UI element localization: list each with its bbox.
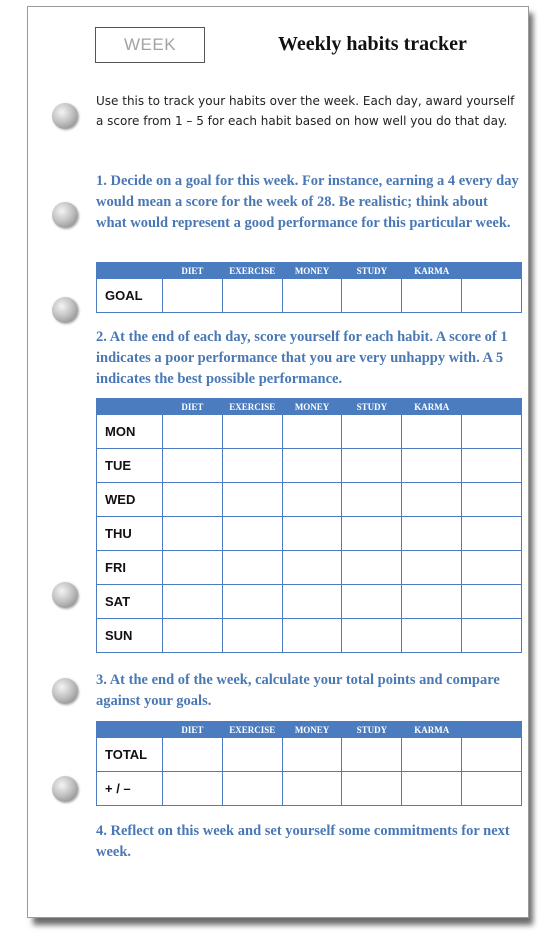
week-field[interactable]: WEEK [95, 27, 205, 63]
score-cell[interactable] [222, 551, 282, 585]
score-cell[interactable] [222, 772, 282, 806]
score-cell[interactable] [342, 483, 402, 517]
row-label-sun: SUN [97, 619, 163, 653]
header-cell-money: MONEY [282, 399, 342, 415]
score-cell[interactable] [462, 415, 522, 449]
row-label-sat: SAT [97, 585, 163, 619]
header-cell-study: STUDY [342, 399, 402, 415]
binder-hole [52, 678, 78, 704]
step-1-text: 1. Decide on a goal for this week. For instance, earning a 4 every day would mean a score for the week of 28. Be realistic; think about what would represent a good performance for this particular week. [96, 173, 519, 231]
row-label-fri: FRI [97, 551, 163, 585]
table-row [97, 449, 522, 483]
score-cell[interactable] [222, 738, 282, 772]
row-label-mon: MON [97, 415, 163, 449]
row-label-goal: GOAL [97, 279, 163, 313]
score-cell[interactable] [462, 517, 522, 551]
score-cell[interactable] [342, 279, 402, 313]
header-cell-money: MONEY [282, 263, 342, 279]
table-row [97, 415, 522, 449]
header-cell-study: STUDY [342, 722, 402, 738]
header-cell-diet: DIET [163, 399, 223, 415]
score-cell[interactable] [163, 619, 223, 653]
score-cell[interactable] [163, 738, 223, 772]
planner-page [27, 6, 529, 918]
header-cell-karma: KARMA [402, 399, 462, 415]
daily-table-header [97, 399, 522, 415]
score-cell[interactable] [282, 738, 342, 772]
intro-text: Use this to track your habits over the week. Each day, award yourself a score from 1 – 5 for each habit based on how well you do that day. [96, 94, 515, 128]
score-cell[interactable] [402, 772, 462, 806]
header-cell-study: STUDY [342, 263, 402, 279]
step-2-text: 2. At the end of each day, score yourself for each habit. A score of 1 indicates a poor performance that you are very unhappy with. A 5 indicates the best possible performance. [96, 329, 508, 387]
score-cell[interactable] [462, 772, 522, 806]
goal-table-header [97, 263, 522, 279]
score-cell[interactable] [163, 772, 223, 806]
row-label-tue: TUE [97, 449, 163, 483]
score-cell[interactable] [222, 483, 282, 517]
score-cell[interactable] [462, 585, 522, 619]
score-cell[interactable] [342, 449, 402, 483]
header-cell-blank [462, 263, 522, 279]
score-cell[interactable] [163, 517, 223, 551]
score-cell[interactable] [402, 449, 462, 483]
score-cell[interactable] [462, 738, 522, 772]
row-label-wed: WED [97, 483, 163, 517]
step-4-text: 4. Reflect on this week and set yourself some commitments for next week. [96, 823, 510, 860]
score-cell[interactable] [282, 279, 342, 313]
binder-hole [52, 776, 78, 802]
header-cell-diet: DIET [163, 722, 223, 738]
score-cell[interactable] [222, 517, 282, 551]
score-cell[interactable] [163, 415, 223, 449]
score-cell[interactable] [282, 619, 342, 653]
row-label-total: TOTAL [97, 738, 163, 772]
score-cell[interactable] [402, 517, 462, 551]
step-3-text: 3. At the end of the week, calculate your total points and compare against your goals. [96, 672, 500, 709]
header-cell-exercise: EXERCISE [222, 399, 282, 415]
score-cell[interactable] [462, 619, 522, 653]
score-cell[interactable] [462, 551, 522, 585]
total-table [96, 721, 522, 806]
score-cell[interactable] [342, 415, 402, 449]
header-cell-karma: KARMA [402, 263, 462, 279]
score-cell[interactable] [163, 483, 223, 517]
table-row [97, 619, 522, 653]
score-cell[interactable] [282, 483, 342, 517]
header-cell-money: MONEY [282, 722, 342, 738]
header-cell-blank [97, 722, 163, 738]
score-cell[interactable] [402, 415, 462, 449]
header-cell-blank [97, 263, 163, 279]
score-cell[interactable] [222, 585, 282, 619]
score-cell[interactable] [402, 738, 462, 772]
binder-hole [52, 297, 78, 323]
score-cell[interactable] [222, 619, 282, 653]
daily-table [96, 398, 522, 653]
total-table-header [97, 722, 522, 738]
score-cell[interactable] [342, 772, 402, 806]
score-cell[interactable] [402, 619, 462, 653]
header-cell-exercise: EXERCISE [222, 722, 282, 738]
table-row [97, 279, 522, 313]
score-cell[interactable] [282, 415, 342, 449]
table-row [97, 551, 522, 585]
table-row [97, 517, 522, 551]
score-cell[interactable] [282, 551, 342, 585]
score-cell[interactable] [282, 585, 342, 619]
score-cell[interactable] [462, 483, 522, 517]
score-cell[interactable] [282, 449, 342, 483]
goal-table [96, 262, 522, 313]
score-cell[interactable] [342, 619, 402, 653]
score-cell[interactable] [402, 483, 462, 517]
score-cell[interactable] [222, 449, 282, 483]
table-row [97, 772, 522, 806]
score-cell[interactable] [222, 415, 282, 449]
table-row [97, 483, 522, 517]
score-cell[interactable] [402, 585, 462, 619]
header-cell-blank [462, 399, 522, 415]
header-cell-blank [97, 399, 163, 415]
score-cell[interactable] [163, 551, 223, 585]
header-cell-karma: KARMA [402, 722, 462, 738]
score-cell[interactable] [163, 449, 223, 483]
score-cell[interactable] [342, 738, 402, 772]
header-cell-exercise: EXERCISE [222, 263, 282, 279]
table-row [97, 738, 522, 772]
binder-hole [52, 582, 78, 608]
row-label-difference: + / – [97, 772, 163, 806]
binder-hole [52, 103, 78, 129]
score-cell[interactable] [342, 585, 402, 619]
header-cell-blank [462, 722, 522, 738]
row-label-thu: THU [97, 517, 163, 551]
score-cell[interactable] [282, 772, 342, 806]
page-title: Weekly habits tracker [278, 33, 467, 55]
binder-hole [52, 202, 78, 228]
header-cell-diet: DIET [163, 263, 223, 279]
score-cell[interactable] [342, 517, 402, 551]
score-cell[interactable] [163, 585, 223, 619]
score-cell[interactable] [462, 279, 522, 313]
score-cell[interactable] [222, 279, 282, 313]
score-cell[interactable] [462, 449, 522, 483]
score-cell[interactable] [282, 517, 342, 551]
score-cell[interactable] [163, 279, 223, 313]
table-row [97, 585, 522, 619]
score-cell[interactable] [402, 279, 462, 313]
score-cell[interactable] [342, 551, 402, 585]
score-cell[interactable] [402, 551, 462, 585]
